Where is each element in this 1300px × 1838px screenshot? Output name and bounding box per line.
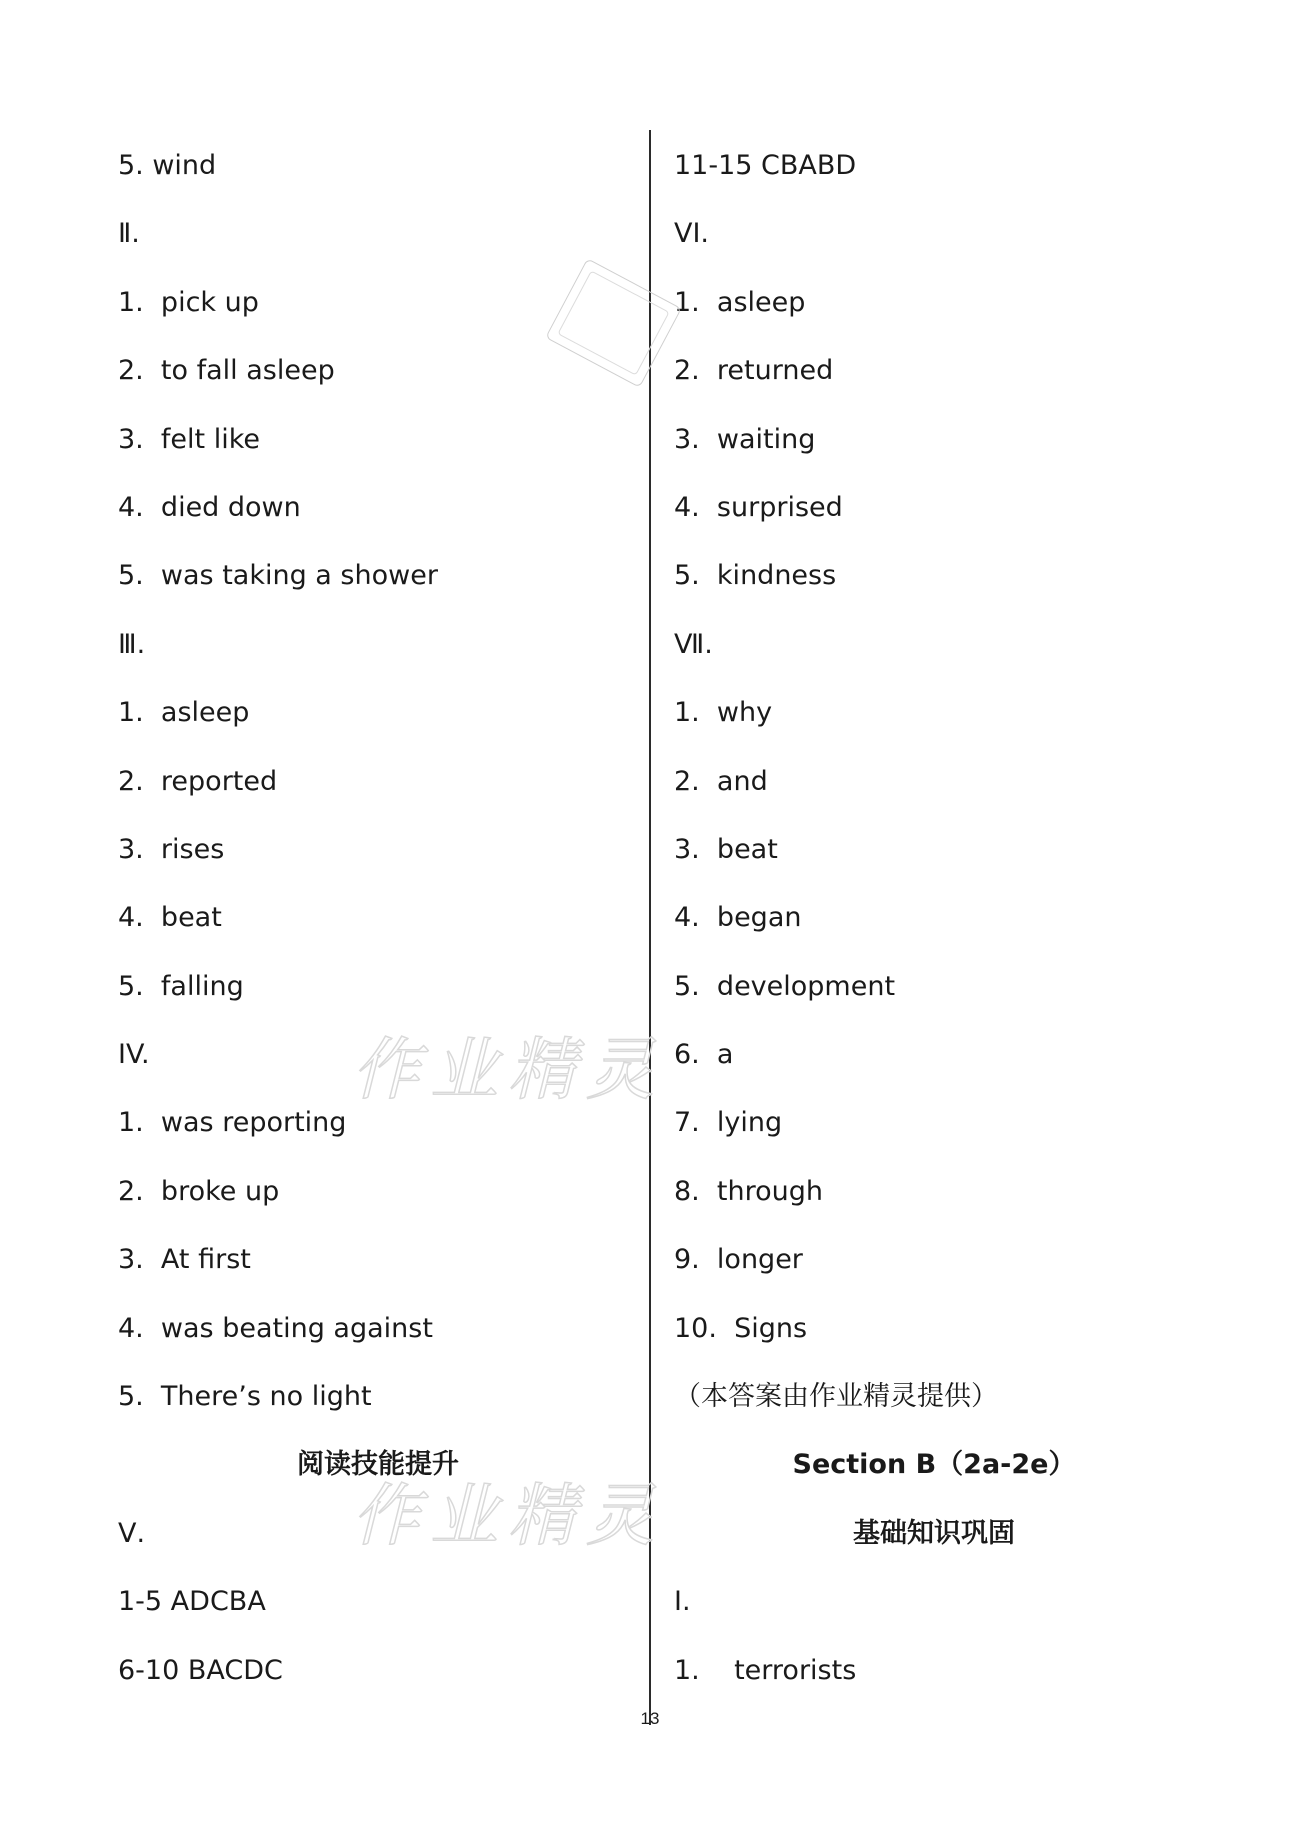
answer-line: 4. began (674, 902, 802, 934)
answer-line: 5. falling (118, 970, 244, 1002)
subsection-heading: 基础知识巩固 (853, 1517, 1015, 1549)
answer-line: 5. development (674, 970, 896, 1002)
answer-line: 5. wind (118, 150, 217, 181)
answer-line: 10. Signs (674, 1312, 808, 1344)
section-numeral: VI. (674, 218, 710, 250)
answer-line: 1-5 ADCBA (118, 1586, 266, 1618)
answer-line: 3. rises (118, 833, 225, 865)
answer-line: 6. a (674, 1039, 734, 1071)
answer-line: 5. There’s no light (118, 1381, 372, 1413)
answer-line: 4. died down (118, 491, 301, 523)
section-heading: Section B（2a-2e） (792, 1449, 1076, 1481)
answer-line: 2. to fall asleep (118, 355, 335, 387)
section-heading: 阅读技能提升 (297, 1449, 459, 1481)
answer-line: 4. surprised (674, 491, 843, 523)
answer-line: 5. was taking a shower (118, 560, 438, 592)
answer-line: 3. waiting (674, 423, 816, 455)
section-numeral: IV. (118, 1039, 150, 1071)
answer-line: 4. was beating against (118, 1312, 433, 1344)
answer-line: 2. returned (674, 355, 834, 387)
answer-line: 6-10 BACDC (118, 1654, 283, 1686)
answer-line: 1. asleep (118, 697, 250, 729)
answer-line: 5. kindness (674, 560, 837, 592)
answer-line: 1. asleep (674, 286, 806, 318)
answer-line: 8. through (674, 1175, 824, 1207)
answer-line: 1. terrorists (674, 1654, 857, 1686)
answer-line: 1. why (674, 697, 773, 729)
left-column (118, 146, 638, 1719)
section-numeral: Ⅶ. (674, 628, 713, 660)
watermark: 作业精灵 (352, 1477, 665, 1556)
answer-line: 11-15 CBABD (674, 150, 857, 181)
answer-line: 2. broke up (118, 1175, 280, 1207)
page-number: 13 (640, 1709, 660, 1728)
section-numeral: Ⅲ. (118, 628, 146, 660)
answer-line: 9. longer (674, 1244, 803, 1276)
section-numeral: Ⅴ. (118, 1517, 146, 1549)
watermark: 作业精灵 (352, 1031, 665, 1110)
answer-line: 1. pick up (118, 286, 259, 318)
answer-line: 7. lying (674, 1107, 783, 1139)
answer-line: 4. beat (118, 902, 222, 934)
answer-line: 3. felt like (118, 423, 261, 455)
right-column (674, 146, 1194, 1719)
section-numeral: Ⅰ. (674, 1586, 691, 1618)
answer-line: 2. and (674, 765, 768, 797)
section-numeral: Ⅱ. (118, 218, 140, 250)
answer-line: 3. beat (674, 833, 778, 865)
answer-line: 3. At first (118, 1244, 251, 1276)
answer-line: 2. reported (118, 765, 278, 797)
source-note: （本答案由作业精灵提供） (674, 1381, 998, 1413)
answer-line: 1. was reporting (118, 1107, 347, 1139)
